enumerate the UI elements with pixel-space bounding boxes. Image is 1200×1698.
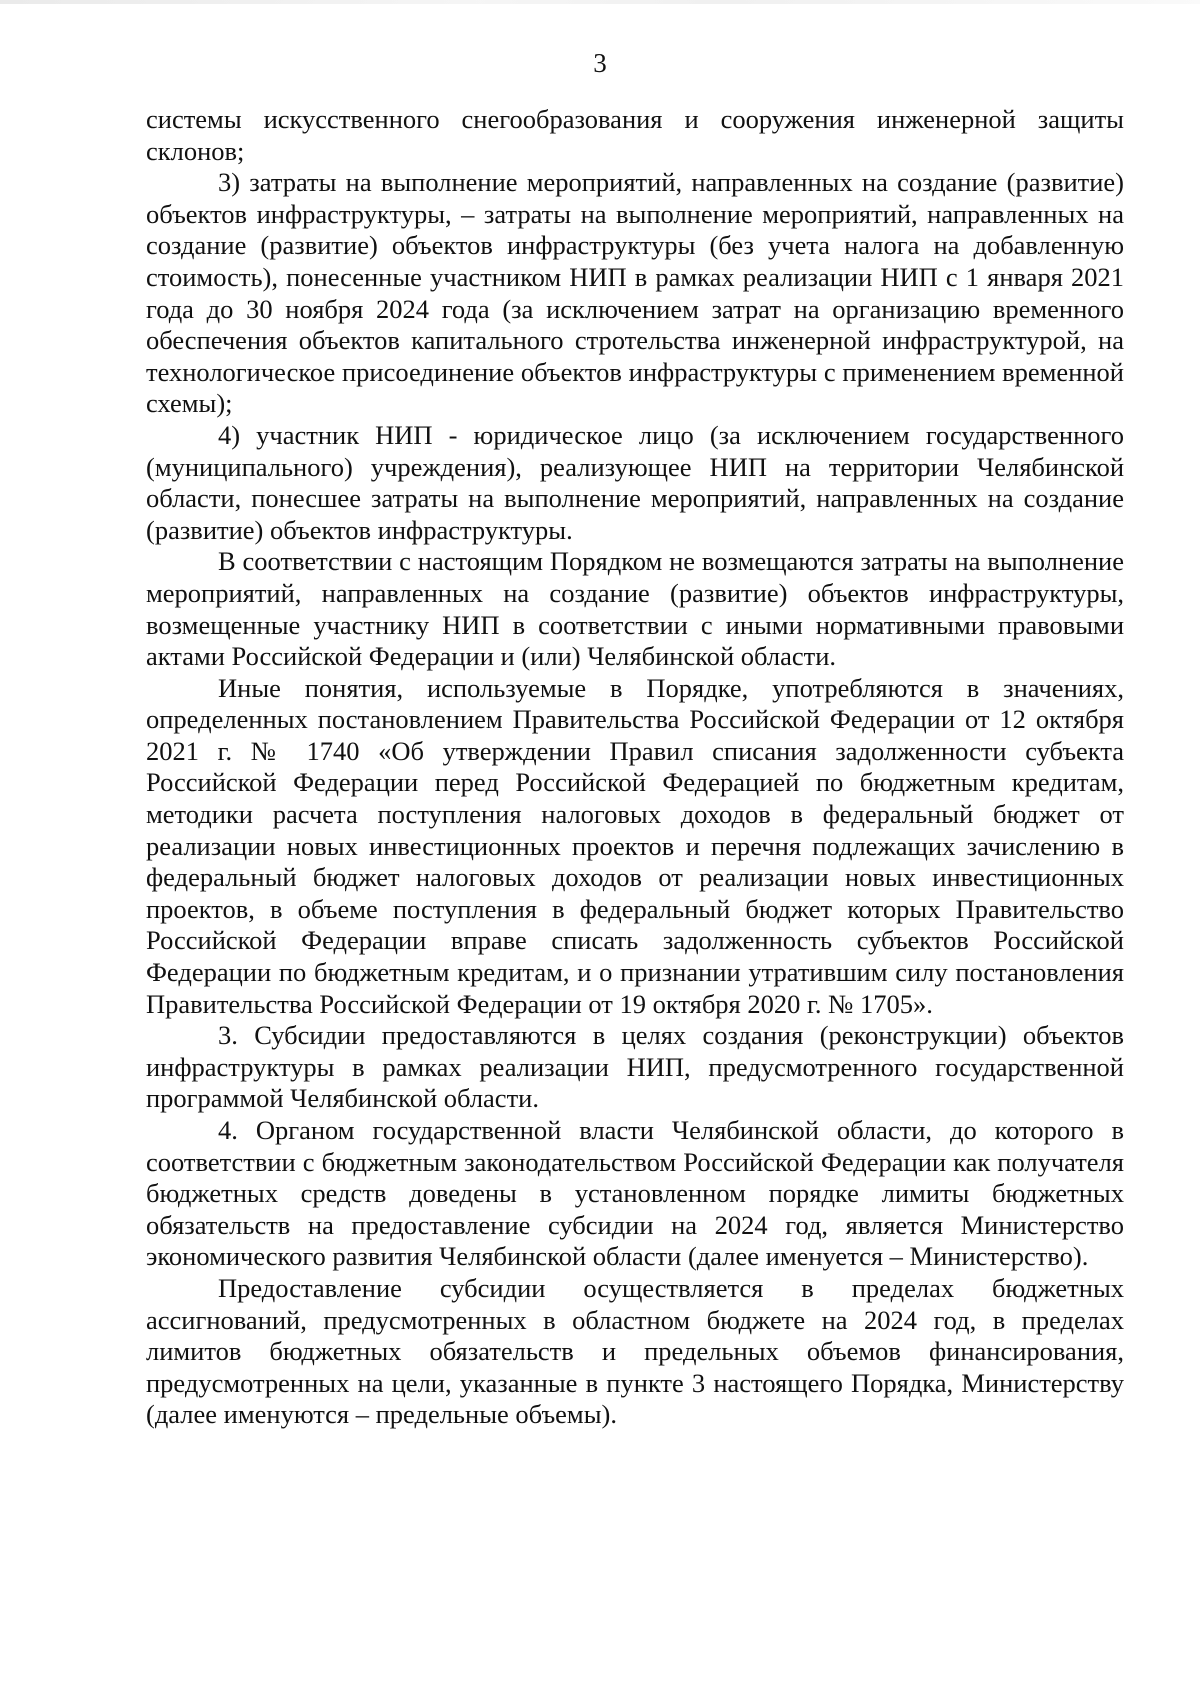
paragraph: 3) затраты на выполнение мероприятий, направленных на создание (развитие) объектов инфраструктуры, – затраты на выполнение мероприятий, направленных на создание (развитие) объектов инфраструктуры (без учета налога на добавленную стоимость), понесенные участником НИП в рамках реализации НИП с 1 января 2021 года до 30 ноября 2024 года (за исключением затрат на организацию временного обеспечения объектов капитального стротельства инженерной инфраструктурой, на технологическое присоединение объектов инфраструктуры с применением временной схемы); — [146, 167, 1124, 419]
scan-edge — [0, 0, 1200, 4]
paragraph: Иные понятия, используемые в Порядке, употребляются в значениях, определенных постановлением Правительства Российской Федерации от 12 октября 2021 г. № 1740 «Об утверждении Правил списания задолженности субъекта Российской Федерации перед Российской Федерацией по бюджетным кредитам, методики расчета поступления налоговых доходов в федеральный бюджет от реализации новых инвестиционных проектов и перечня подлежащих зачислению в федеральный бюджет налоговых доходов от реализации новых инвестиционных проектов, в объеме поступления в федеральный бюджет которых Правительство Российской Федерации вправе списать задолженность субъектов Российской Федерации по бюджетным кредитам, и о признании утратившим силу постановления Правительства Российской Федерации от 19 октября 2020 г. № 1705». — [146, 672, 1124, 1019]
paragraph: 4) участник НИП - юридическое лицо (за исключением государственного (муниципального) учреждения), реализующее НИП на территории Челябинской области, понесшее затраты на выполнение мероприятий, направленных на создание (развитие) объектов инфраструктуры. — [146, 419, 1124, 545]
paragraph: 4. Органом государственной власти Челябинской области, до которого в соответствии с бюджетным законодательством Российской Федерации как получателя бюджетных средств доведены в установленном порядке лимиты бюджетных обязательств на предоставление субсидии на 2024 год, является Министерство экономического развития Челябинской области (далее именуется – Министерство). — [146, 1115, 1124, 1272]
paragraph: 3. Субсидии предоставляются в целях создания (реконструкции) объектов инфраструктуры в рамках реализации НИП, предусмотренного государственной программой Челябинской области. — [146, 1020, 1124, 1114]
page-number: 3 — [593, 48, 607, 78]
paragraph: системы искусственного снегообразования и сооружения инженерной защиты склонов; — [146, 104, 1124, 166]
document-body — [146, 104, 1124, 1431]
paragraph: В соответствии с настоящим Порядком не возмещаются затраты на выполнение мероприятий, направленных на создание (развитие) объектов инфраструктуры, возмещенные участнику НИП в соответствии с иными нормативными правовыми актами Российской Федерации и (или) Челябинской области. — [146, 546, 1124, 672]
paragraph: Предоставление субсидии осуществляется в пределах бюджетных ассигнований, предусмотренных в областном бюджете на 2024 год, в пределах лимитов бюджетных обязательств и предельных объемов финансирования, предусмотренных на цели, указанные в пункте 3 настоящего Порядка, Министерству (далее именуются – предельные объемы). — [146, 1272, 1124, 1430]
